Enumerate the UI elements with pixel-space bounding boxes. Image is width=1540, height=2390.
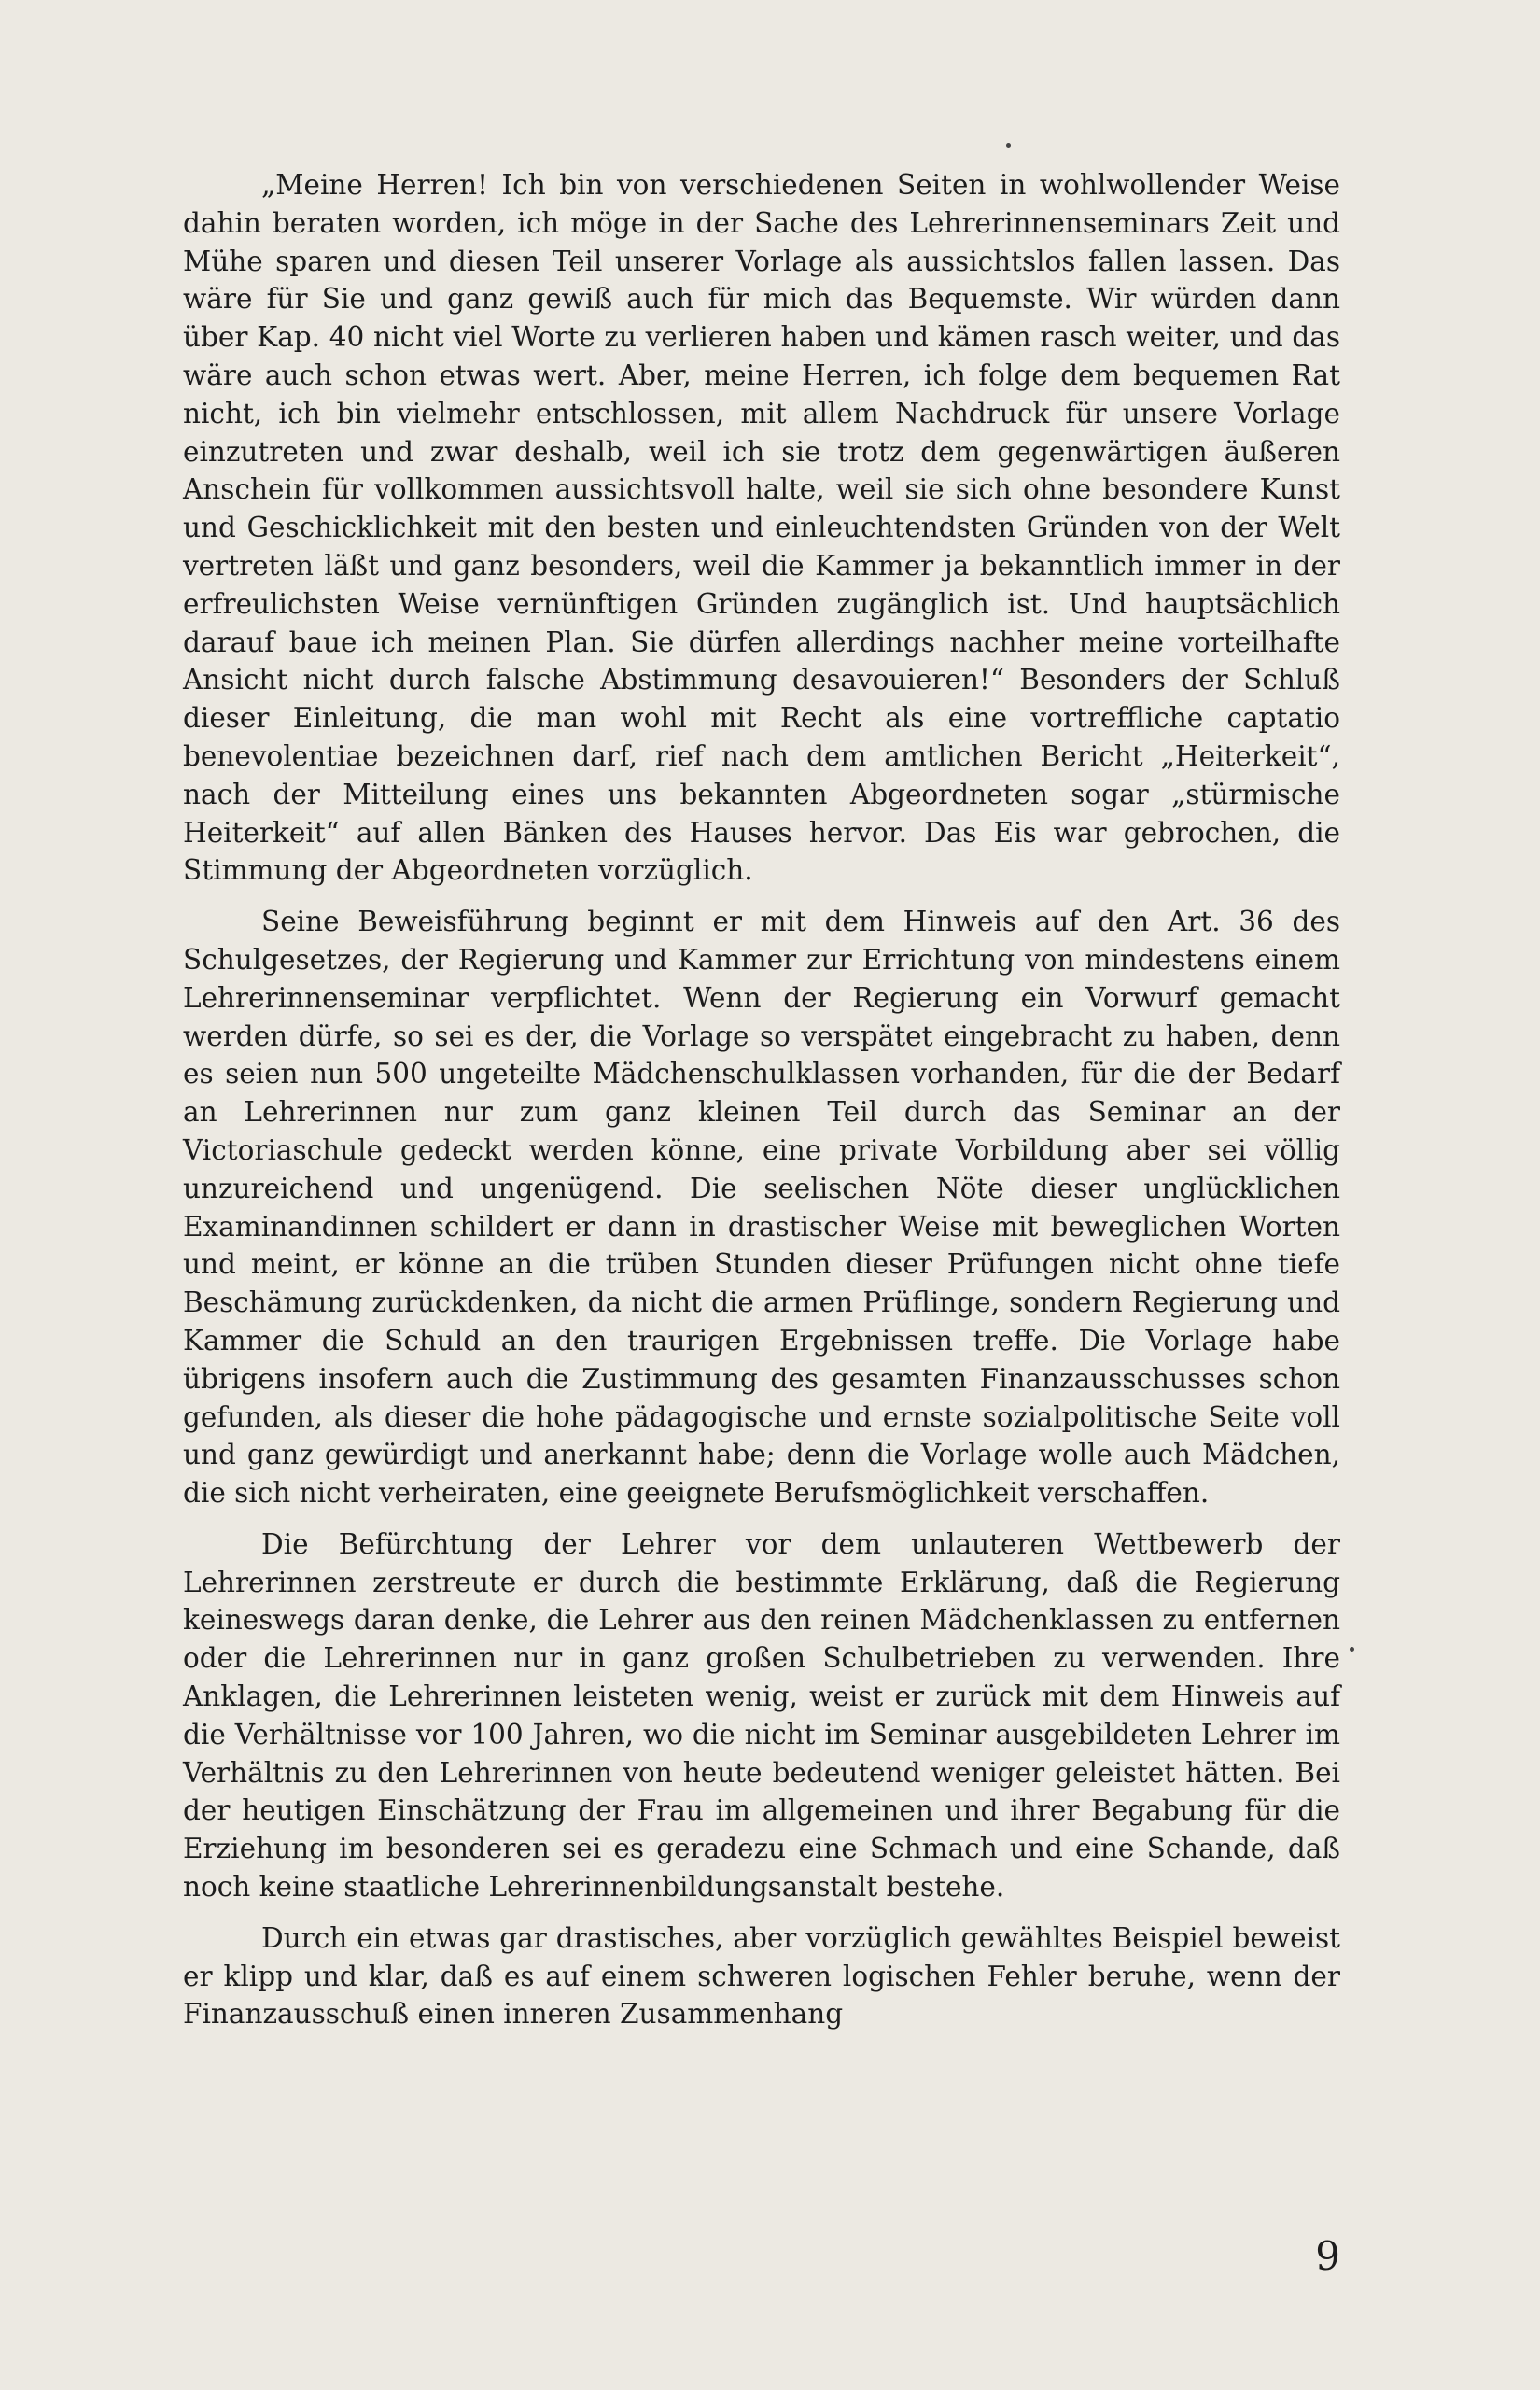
paragraph: „Meine Herren! Ich bin von verschiedenen Seiten in wohlwollender Weise dahin beraten worden, ich möge in der Sache des Lehrerinnenseminars Zeit und Mühe sparen und diesen Teil unserer Vorlage als aussichtslos fallen lassen. Das wäre für Sie und ganz gewiß auch für mich das Bequemste. Wir würden dann über Kap. 40 nicht viel Worte zu verlieren haben und kämen rasch weiter, und das wäre auch schon etwas wert. Aber, meine Herren, ich folge dem bequemen Rat nicht, ich bin vielmehr entschlossen, mit allem Nachdruck für unsere Vorlage einzutreten und zwar deshalb, weil ich sie trotz dem gegenwärtigen äußeren Anschein für vollkommen aussichtsvoll halte, weil sie sich ohne besondere Kunst und Geschicklichkeit mit den besten und einleuchtendsten Gründen von der Welt vertreten läßt und ganz besonders, weil die Kammer ja bekanntlich immer in der erfreulichsten Weise vernünftigen Gründen zugänglich ist. Und hauptsächlich darauf baue ich meinen Plan. Sie dürfen allerdings nachher meine vorteilhafte Ansicht nicht durch falsche Abstimmung desavouieren!“ Besonders der Schluß dieser Einleitung, die man wohl mit Recht als eine vortreffliche captatio benevolentiae bezeichnen darf, rief nach dem amtlichen Bericht „Heiterkeit“, nach der Mitteilung eines uns bekannten Abgeordneten sogar „stürmische Heiterkeit“ auf allen Bänken des Hauses hervor. Das Eis war gebrochen, die Stimmung der Abgeordneten vorzüglich. (183, 169, 1340, 887)
paragraph: Die Befürchtung der Lehrer vor dem unlauteren Wettbewerb der Lehrerinnen zerstreute er durch die bestimmte Erklärung, daß die Regierung keineswegs daran denke, die Lehrer aus den reinen Mädchenklassen zu entfernen oder die Lehrerinnen nur in ganz großen Schulbetrieben zu verwenden. Ihre Anklagen, die Lehrerinnen leisteten wenig, weist er zurück mit dem Hinweis auf die Verhältnisse vor 100 Jahren, wo die nicht im Seminar ausgebildeten Lehrer im Verhältnis zu den Lehrerinnen von heute bedeutend weniger geleistet hätten. Bei der heutigen Einschätzung der Frau im allgemeinen und ihrer Begabung für die Erziehung im besonderen sei es geradezu eine Schmach und eine Schande, daß noch keine staatliche Lehrerinnenbildungsanstalt bestehe. (183, 1527, 1340, 1904)
print-speck (1350, 1647, 1354, 1652)
print-speck (1006, 143, 1011, 148)
paragraph: Seine Beweisführung beginnt er mit dem Hinweis auf den Art. 36 des Schulgesetzes, der Regierung und Kammer zur Errichtung von mindestens einem Lehrerinnenseminar verpflichtet. Wenn der Regierung ein Vorwurf gemacht werden dürfe, so sei es der, die Vorlage so verspätet eingebracht zu haben, denn es seien nun 500 ungeteilte Mädchenschulklassen vorhanden, für die der Bedarf an Lehrerinnen nur zum ganz kleinen Teil durch das Seminar an der Victoriaschule gedeckt werden könne, eine private Vorbildung aber sei völlig unzureichend und ungenügend. Die seelischen Nöte dieser unglücklichen Examinandinnen schildert er dann in drastischer Weise mit beweglichen Worten und meint, er könne an die trüben Stunden dieser Prüfungen nicht ohne tiefe Beschämung zurückdenken, da nicht die armen Prüflinge, sondern Regierung und Kammer die Schuld an den traurigen Ergebnissen treffe. Die Vorlage habe übrigens insofern auch die Zustimmung des gesamten Finanzausschusses schon gefunden, als dieser die hohe pädagogische und ernste sozialpolitische Seite voll und ganz gewürdigt und anerkannt habe; denn die Vorlage wolle auch Mädchen, die sich nicht verheiraten, eine geeignete Berufsmöglichkeit verschaffen. (183, 906, 1340, 1510)
page-number: 9 (1315, 2233, 1340, 2279)
paragraph: Durch ein etwas gar drastisches, aber vorzüglich gewähltes Beispiel beweist er klipp und klar, daß es auf einem schweren logischen Fehler beruhe, wenn der Finanzausschuß einen inneren Zusammenhang (183, 1921, 1340, 2031)
body-text (183, 166, 1340, 2033)
